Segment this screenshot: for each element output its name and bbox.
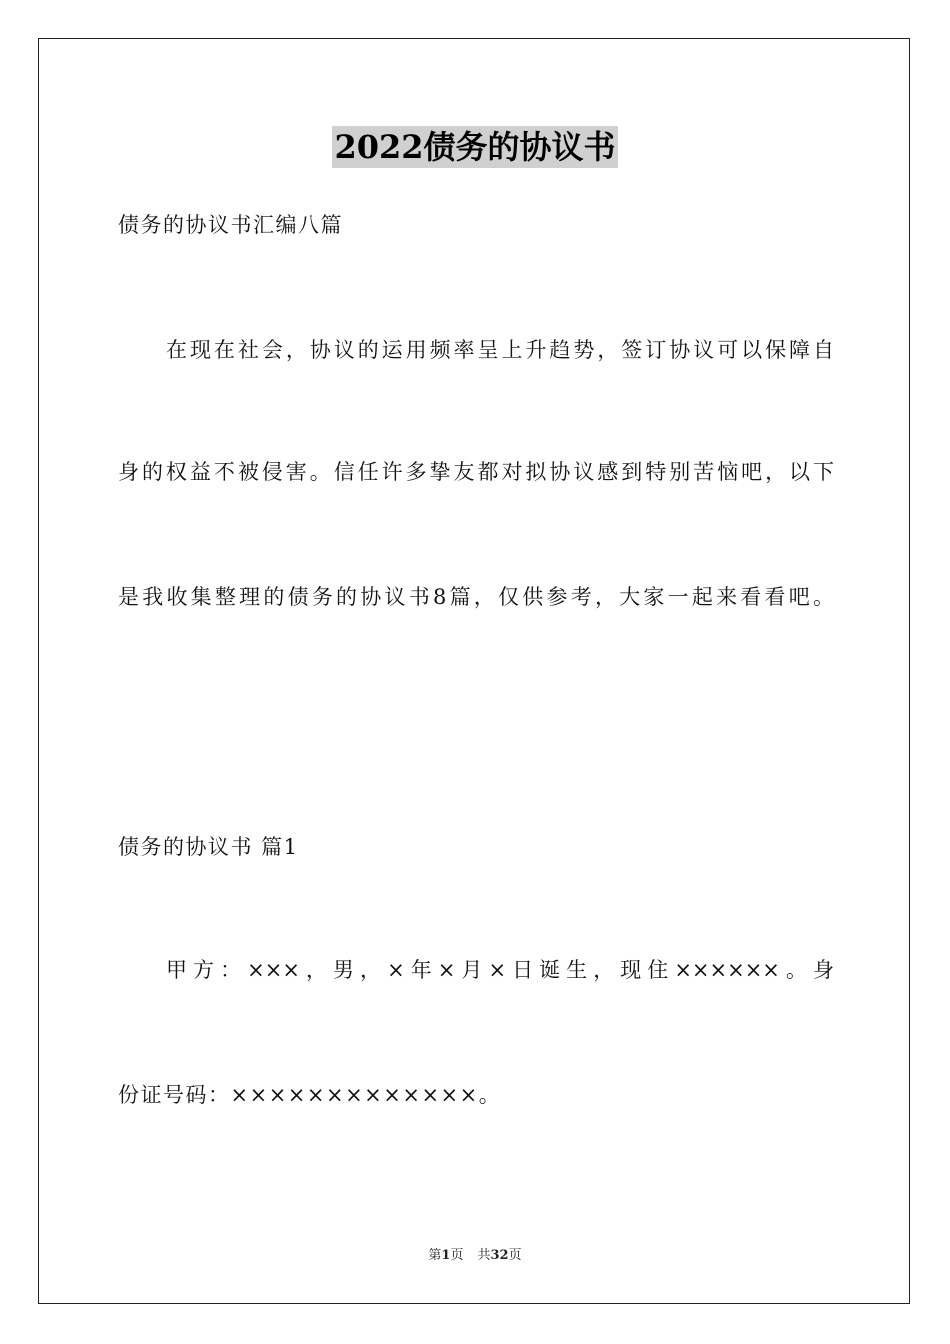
total-prefix: 共 bbox=[477, 1248, 491, 1263]
page-number: 1 bbox=[441, 1248, 451, 1263]
document-title: 2022债务的协议书 bbox=[334, 128, 616, 166]
intro-line-2: 身的权益不被侵害。信任许多挚友都对拟协议感到特别苦恼吧，以下 bbox=[118, 460, 834, 484]
section-heading: 债务的协议书 篇1 bbox=[118, 835, 299, 859]
party-line-2: 份证号码：×××××××××××××。 bbox=[118, 1083, 502, 1107]
intro-line-3: 是我收集整理的债务的协议书8篇，仅供参考，大家一起来看看吧。 bbox=[118, 585, 834, 609]
page-footer bbox=[0, 1247, 950, 1265]
title-container bbox=[0, 126, 950, 168]
page-prefix: 第 bbox=[428, 1248, 442, 1263]
page-suffix: 页 bbox=[450, 1248, 464, 1263]
total-pages: 32 bbox=[490, 1248, 509, 1263]
party-line-1: 甲方：×××，男，×年×月×日诞生，现住××××××。身 bbox=[166, 958, 834, 982]
intro-line-1: 在现在社会，协议的运用频率呈上升趋势，签订协议可以保障自 bbox=[166, 338, 834, 362]
document-subtitle: 债务的协议书汇编八篇 bbox=[118, 213, 343, 237]
total-suffix: 页 bbox=[508, 1248, 522, 1263]
